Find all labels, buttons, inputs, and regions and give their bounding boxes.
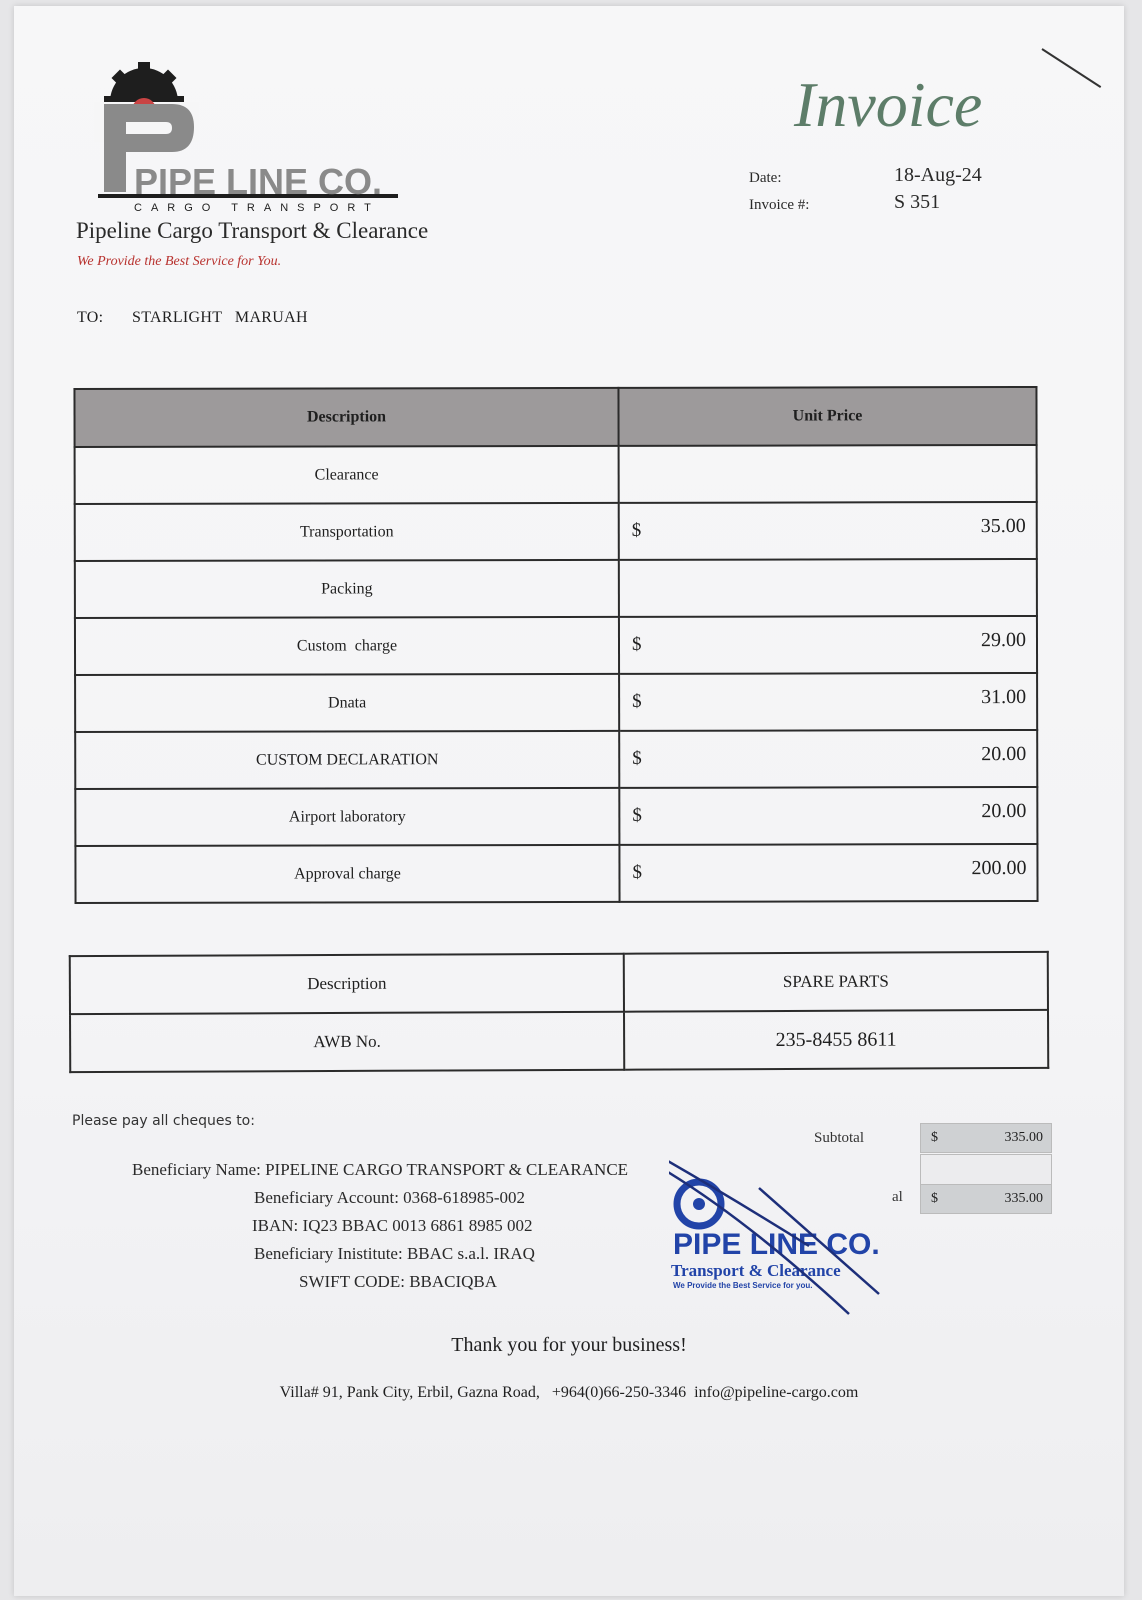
invoice-number-value: S 351 bbox=[894, 191, 941, 213]
total-currency: $ bbox=[931, 1191, 938, 1206]
date-label: Date: bbox=[749, 170, 782, 186]
item-description: Airport laboratory bbox=[75, 788, 619, 846]
company-logo bbox=[94, 62, 424, 212]
footer-contact: Villa# 91, Pank City, Erbil, Gazna Road, +964(0)66-250-3346 info@pipeline-cargo.com bbox=[279, 1384, 859, 1401]
table-row bbox=[75, 673, 1037, 732]
table-row bbox=[75, 502, 1037, 561]
date-value: 18-Aug-24 bbox=[894, 164, 982, 186]
svg-text:CARGO TRANSPORT: CARGO TRANSPORT bbox=[134, 202, 380, 212]
table-row bbox=[75, 559, 1037, 618]
table-row bbox=[70, 952, 1048, 1014]
table-row bbox=[75, 787, 1037, 846]
svg-text:Transport & Clearance: Transport & Clearance bbox=[671, 1261, 841, 1280]
item-amount: 35.00 bbox=[980, 515, 1026, 538]
table-row bbox=[75, 844, 1037, 903]
recipient-name: STARLIGHT MARUAH bbox=[132, 309, 308, 326]
item-price bbox=[619, 673, 1037, 731]
iban: IBAN: IQ23 BBAC 0013 6861 8985 002 bbox=[252, 1216, 533, 1235]
totals-blank-cell bbox=[920, 1154, 1052, 1186]
item-price bbox=[619, 445, 1037, 503]
item-description: CUSTOM DECLARATION bbox=[75, 731, 619, 789]
item-price bbox=[619, 616, 1037, 674]
invoice-number-label: Invoice #: bbox=[749, 197, 810, 213]
shipment-table bbox=[69, 951, 1050, 1073]
unit-price-header: Unit Price bbox=[618, 387, 1036, 446]
item-description: Approval charge bbox=[75, 845, 619, 903]
item-amount: 200.00 bbox=[971, 857, 1027, 880]
item-amount: 29.00 bbox=[980, 629, 1027, 652]
svg-text:PIPE LINE CO.: PIPE LINE CO. bbox=[673, 1228, 880, 1261]
table-row bbox=[75, 445, 1037, 504]
total-value: 335.00 bbox=[1004, 1191, 1043, 1206]
item-amount: 20.00 bbox=[981, 800, 1027, 823]
items-table bbox=[73, 386, 1038, 904]
item-amount: 20.00 bbox=[981, 743, 1027, 766]
invoice-paper bbox=[14, 6, 1124, 1596]
currency-symbol: $ bbox=[631, 633, 642, 655]
item-description: Transportation bbox=[75, 503, 619, 561]
currency-symbol: $ bbox=[631, 519, 642, 541]
company-stamp bbox=[669, 1126, 909, 1336]
subtotal-currency: $ bbox=[931, 1130, 938, 1145]
table-row bbox=[75, 730, 1037, 789]
awb-value: 235-8455 8611 bbox=[624, 1010, 1048, 1070]
table-row bbox=[75, 616, 1037, 675]
item-price bbox=[619, 730, 1037, 788]
item-price bbox=[619, 502, 1037, 560]
svg-text:We Provide the Best Service fo: We Provide the Best Service for you. bbox=[673, 1281, 813, 1290]
item-price bbox=[619, 787, 1037, 845]
payment-heading: Please pay all cheques to: bbox=[72, 1113, 255, 1129]
company-tagline: We Provide the Best Service for You. bbox=[77, 254, 282, 269]
svg-text:PIPE LINE CO.: PIPE LINE CO. bbox=[134, 161, 383, 202]
invoice-title: Invoice bbox=[794, 69, 983, 140]
beneficiary-name: Beneficiary Name: PIPELINE CARGO TRANSPORT & CLEARANCE bbox=[132, 1160, 629, 1179]
swift-code: SWIFT CODE: BBACIQBA bbox=[299, 1272, 498, 1291]
recipient bbox=[77, 309, 308, 327]
items-header-row bbox=[74, 387, 1036, 447]
item-description: Custom charge bbox=[75, 617, 619, 675]
currency-symbol: $ bbox=[632, 861, 642, 883]
shipment-description-value: SPARE PARTS bbox=[624, 952, 1048, 1012]
beneficiary-account: Beneficiary Account: 0368-618985-002 bbox=[254, 1188, 525, 1207]
total-cell bbox=[920, 1184, 1052, 1214]
item-description: Dnata bbox=[75, 674, 619, 732]
description-header: Description bbox=[74, 388, 618, 447]
item-amount: 31.00 bbox=[981, 686, 1027, 709]
company-name: Pipeline Cargo Transport & Clearance bbox=[76, 218, 429, 243]
subtotal-value: 335.00 bbox=[1004, 1130, 1043, 1145]
item-description: Clearance bbox=[75, 446, 619, 504]
item-price bbox=[619, 844, 1037, 902]
currency-symbol: $ bbox=[632, 690, 642, 712]
item-price bbox=[619, 559, 1037, 617]
currency-symbol: $ bbox=[632, 747, 642, 769]
subtotal-label: Subtotal bbox=[814, 1130, 865, 1146]
awb-label: AWB No. bbox=[70, 1012, 624, 1072]
paper-fold-mark bbox=[1041, 48, 1101, 88]
item-description: Packing bbox=[75, 560, 619, 618]
recipient-label: TO: bbox=[77, 309, 104, 326]
subtotal-cell bbox=[920, 1123, 1052, 1153]
shipment-description-label: Description bbox=[70, 954, 624, 1014]
currency-symbol: $ bbox=[632, 804, 642, 826]
total-label: al bbox=[892, 1189, 903, 1205]
table-row bbox=[70, 1010, 1048, 1072]
beneficiary-institute: Beneficiary Inistitute: BBAC s.a.l. IRAQ bbox=[254, 1244, 535, 1263]
thank-you-message: Thank you for your business! bbox=[451, 1334, 687, 1356]
